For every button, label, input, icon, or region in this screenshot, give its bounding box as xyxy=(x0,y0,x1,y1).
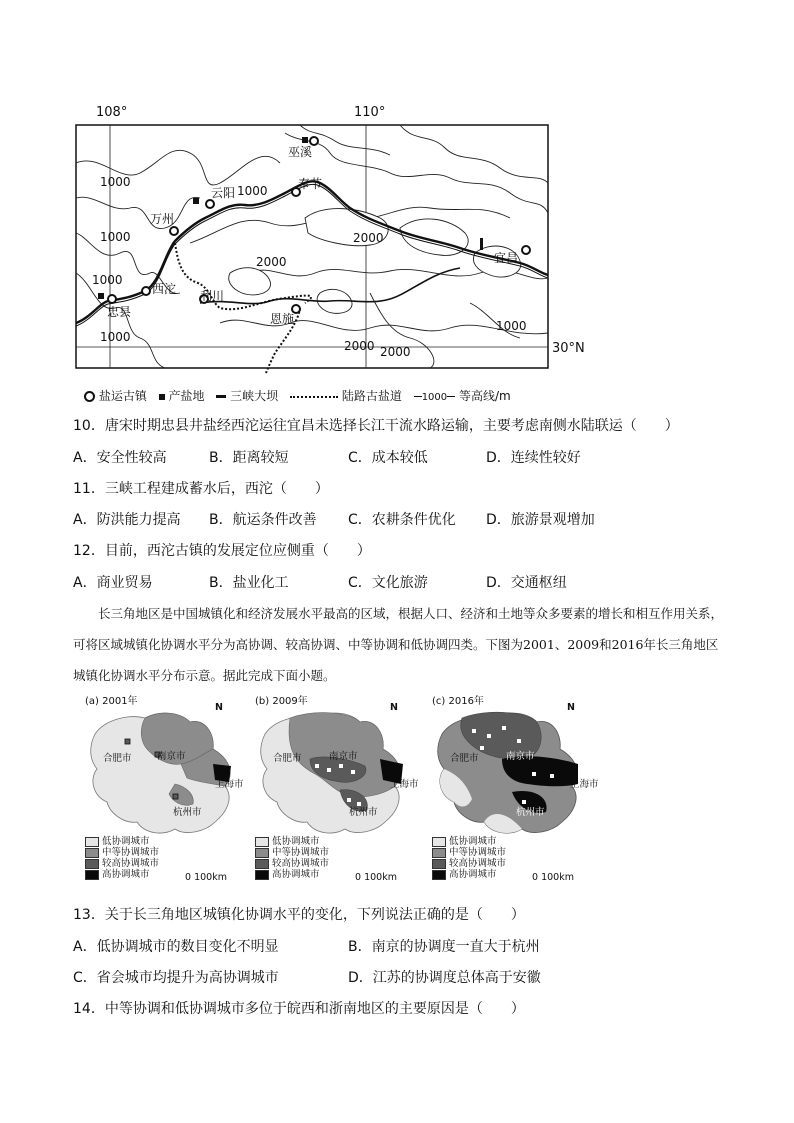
q12-option-d: D．交通枢纽 xyxy=(486,575,567,591)
legend-low: 低协调城市 xyxy=(449,836,497,847)
place-yunyang: 云阳 xyxy=(211,186,236,200)
q13-option-c: C．省会城市均提升为高协调城市 xyxy=(73,970,279,986)
legend-medium: 中等协调城市 xyxy=(102,847,160,858)
legend-medium: 中等协调城市 xyxy=(272,847,330,858)
latitude-30-label: 30°N xyxy=(552,341,585,356)
legend-salt-road: 陆路古盐道 xyxy=(341,389,402,403)
north-arrow-2001: N xyxy=(215,702,223,713)
q11-option-a: A．防洪能力提高 xyxy=(73,512,181,528)
place-yichang: 宜昌 xyxy=(494,251,519,265)
label-shanghai-2009: 上海市 xyxy=(390,779,419,790)
reading-passage: 长三角地区是中国城镇化和经济发展水平最高的区域，根据人口、经济和土地等众多要素的增长和相互作用关系，可将区域城镇化协调水平分为高协调、较高协调、中等协调和低协调四类。下图为2001、2009和2016年长三角地区城镇化协调水平分布示意。据此完成下面小题。 xyxy=(73,606,724,683)
map-panel-2001 xyxy=(85,692,255,892)
question-14: 14．中等协调和低协调城市多位于皖西和浙南地区的主要原因是（ ） xyxy=(73,1001,525,1017)
legend-low: 低协调城市 xyxy=(272,836,320,847)
question-12: 12．目前，西沱古镇的发展定位应侧重（ ） xyxy=(73,543,371,559)
label-nanjing-2001: 南京市 xyxy=(157,751,186,762)
q12-option-c: C．文化旅游 xyxy=(348,575,428,591)
legend-higher: 较高协调城市 xyxy=(449,858,507,869)
legend-higher: 较高协调城市 xyxy=(102,858,160,869)
contour-2000-a: 2000 xyxy=(353,231,384,245)
salt-town-icon xyxy=(84,391,95,402)
label-hefei-2016: 合肥市 xyxy=(450,753,479,764)
legend-2001 xyxy=(85,836,159,880)
contour-1000-e: 1000 xyxy=(100,330,131,344)
legend-high: 高协调城市 xyxy=(102,869,150,880)
contour-icon-tail xyxy=(447,396,455,397)
place-wuxi: 巫溪 xyxy=(288,145,313,159)
q12-option-b: B．盐业化工 xyxy=(209,575,289,591)
region-map-2001 xyxy=(85,704,255,839)
q13-option-d: D．江苏的协调度总体高于安徽 xyxy=(348,970,541,986)
topographic-map xyxy=(70,105,590,405)
north-arrow-2009: N xyxy=(390,702,398,713)
q10-option-d: D．连续性较好 xyxy=(486,450,581,466)
question-11: 11．三峡工程建成蓄水后，西沱（ ） xyxy=(73,481,329,497)
legend-high: 高协调城市 xyxy=(272,869,320,880)
label-shanghai-2016: 上海市 xyxy=(570,779,599,790)
label-nanjing-2009: 南京市 xyxy=(329,751,358,762)
question-10: 10．唐宋时期忠县井盐经西沱运往宜昌未选择长江干流水路运输，主要考虑南侧水陆联运（ ） xyxy=(73,418,679,434)
region-map-2009 xyxy=(255,704,425,839)
contour-2000-c: 2000 xyxy=(344,339,375,353)
legend-higher: 较高协调城市 xyxy=(272,858,330,869)
scale-2001: 0 100km xyxy=(185,872,227,883)
q10-option-b: B．距离较短 xyxy=(209,450,289,466)
place-zhongxian: 忠县 xyxy=(107,305,132,319)
contour-1000-c: 1000 xyxy=(100,230,131,244)
salt-road-icon xyxy=(290,396,338,398)
dam-icon xyxy=(216,395,226,398)
contour-1000-b: 1000 xyxy=(100,175,131,189)
q12-option-a: A．商业贸易 xyxy=(73,575,153,591)
legend-low: 低协调城市 xyxy=(102,836,150,847)
map-legend xyxy=(84,387,511,404)
q11-option-d: D．旅游景观增加 xyxy=(486,512,595,528)
contour-1000-f: 1000 xyxy=(496,319,527,333)
map-title-2009: (b) 2009年 xyxy=(255,696,308,707)
region-map-2016 xyxy=(432,704,602,839)
contour-2000-d: 2000 xyxy=(380,345,411,359)
contour-1000-d: 1000 xyxy=(92,273,123,287)
scale-2016: 0 100km xyxy=(532,872,574,883)
q10-option-c: C．成本较低 xyxy=(348,450,428,466)
longitude-110-label: 110° xyxy=(354,105,386,120)
contour-icon xyxy=(414,396,422,397)
label-shanghai-2001: 上海市 xyxy=(215,779,244,790)
label-hefei-2001: 合肥市 xyxy=(103,753,132,764)
map-panel-2016 xyxy=(432,692,602,892)
q13-option-b: B．南京的协调度一直大于杭州 xyxy=(348,939,540,955)
label-hangzhou-2001: 杭州市 xyxy=(173,807,202,818)
label-hangzhou-2009: 杭州市 xyxy=(349,807,378,818)
legend-dam: 三峡大坝 xyxy=(230,389,279,403)
q10-option-a: A．安全性较高 xyxy=(73,450,167,466)
legend-salt-site: 产盐地 xyxy=(168,389,205,403)
legend-high: 高协调城市 xyxy=(449,869,497,880)
contour-2000-b: 2000 xyxy=(256,255,287,269)
label-hangzhou-2016: 杭州市 xyxy=(516,807,545,818)
label-nanjing-2016: 南京市 xyxy=(506,751,535,762)
legend-medium: 中等协调城市 xyxy=(449,847,507,858)
longitude-108-label: 108° xyxy=(96,105,128,120)
north-arrow-2016: N xyxy=(567,702,575,713)
legend-2016 xyxy=(432,836,506,880)
place-xituo: 西沱 xyxy=(152,282,177,296)
legend-contour: 等高线/m xyxy=(458,389,511,403)
label-hefei-2009: 合肥市 xyxy=(273,753,302,764)
place-fengjie: 奉节 xyxy=(298,177,323,191)
place-wanzhou: 万州 xyxy=(150,212,175,226)
scale-2009: 0 100km xyxy=(355,872,397,883)
legend-contour-value: 1000 xyxy=(421,392,448,403)
map-title-2016: (c) 2016年 xyxy=(432,696,484,707)
q11-option-c: C．农耕条件优化 xyxy=(348,512,456,528)
legend-salt-town: 盐运古镇 xyxy=(98,389,147,403)
question-13: 13．关于长三角地区城镇化协调水平的变化，下列说法正确的是（ ） xyxy=(73,907,525,923)
salt-site-icon xyxy=(159,394,165,400)
map-title-2001: (a) 2001年 xyxy=(85,696,138,707)
legend-2009 xyxy=(255,836,329,880)
q11-option-b: B．航运条件改善 xyxy=(209,512,317,528)
place-enshi: 恩施 xyxy=(270,312,295,326)
contour-1000-a: 1000 xyxy=(237,184,268,198)
q13-option-a: A．低协调城市的数目变化不明显 xyxy=(73,939,279,955)
map-panel-2009 xyxy=(255,692,425,892)
place-lichuan: 利川 xyxy=(200,289,225,303)
